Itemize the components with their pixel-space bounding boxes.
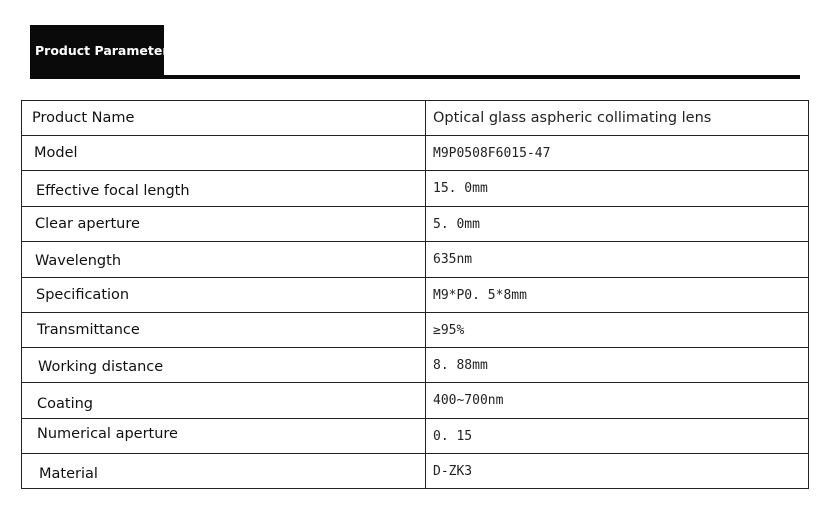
- row-value: 15. 0mm: [426, 171, 809, 207]
- row-label: Numerical aperture: [22, 419, 426, 454]
- row-value: 0. 15: [426, 419, 809, 454]
- table-row-numerical-aperture: [22, 419, 809, 454]
- table-row-working-distance: [22, 348, 809, 383]
- row-label: Material: [22, 454, 426, 489]
- row-label: Transmittance: [22, 313, 426, 348]
- section-title-tab: [30, 25, 176, 77]
- row-value: D-ZK3: [426, 454, 809, 489]
- table-row-model: [22, 136, 809, 171]
- row-value: ≥95%: [426, 313, 809, 348]
- row-label: Product Name: [22, 101, 426, 136]
- row-label: Model: [22, 136, 426, 171]
- row-label: Effective focal length: [22, 171, 426, 207]
- row-value: M9*P0. 5*8mm: [426, 278, 809, 313]
- table-row-wavelength: [22, 242, 809, 278]
- table-row-clear-aperture: [22, 207, 809, 242]
- row-value: 635nm: [426, 242, 809, 278]
- row-label: Coating: [22, 383, 426, 419]
- row-value: Optical glass aspheric collimating lens: [426, 101, 809, 136]
- table-row-transmittance: [22, 313, 809, 348]
- product-parameters-table: [21, 100, 809, 489]
- row-value: 8. 88mm: [426, 348, 809, 383]
- table-row-product-name: [22, 101, 809, 136]
- row-label: Clear aperture: [22, 207, 426, 242]
- row-label: Wavelength: [22, 242, 426, 278]
- table-row-material: [22, 454, 809, 489]
- table-row-effective-focal-length: [22, 171, 809, 207]
- row-value: M9P0508F6015-47: [426, 136, 809, 171]
- header-divider: [30, 75, 800, 79]
- row-label: Working distance: [22, 348, 426, 383]
- row-label: Specification: [22, 278, 426, 313]
- table-row-specification: [22, 278, 809, 313]
- row-value: 400~700nm: [426, 383, 809, 419]
- table-row-coating: [22, 383, 809, 419]
- row-value: 5. 0mm: [426, 207, 809, 242]
- section-title: Product Parameters: [35, 43, 176, 58]
